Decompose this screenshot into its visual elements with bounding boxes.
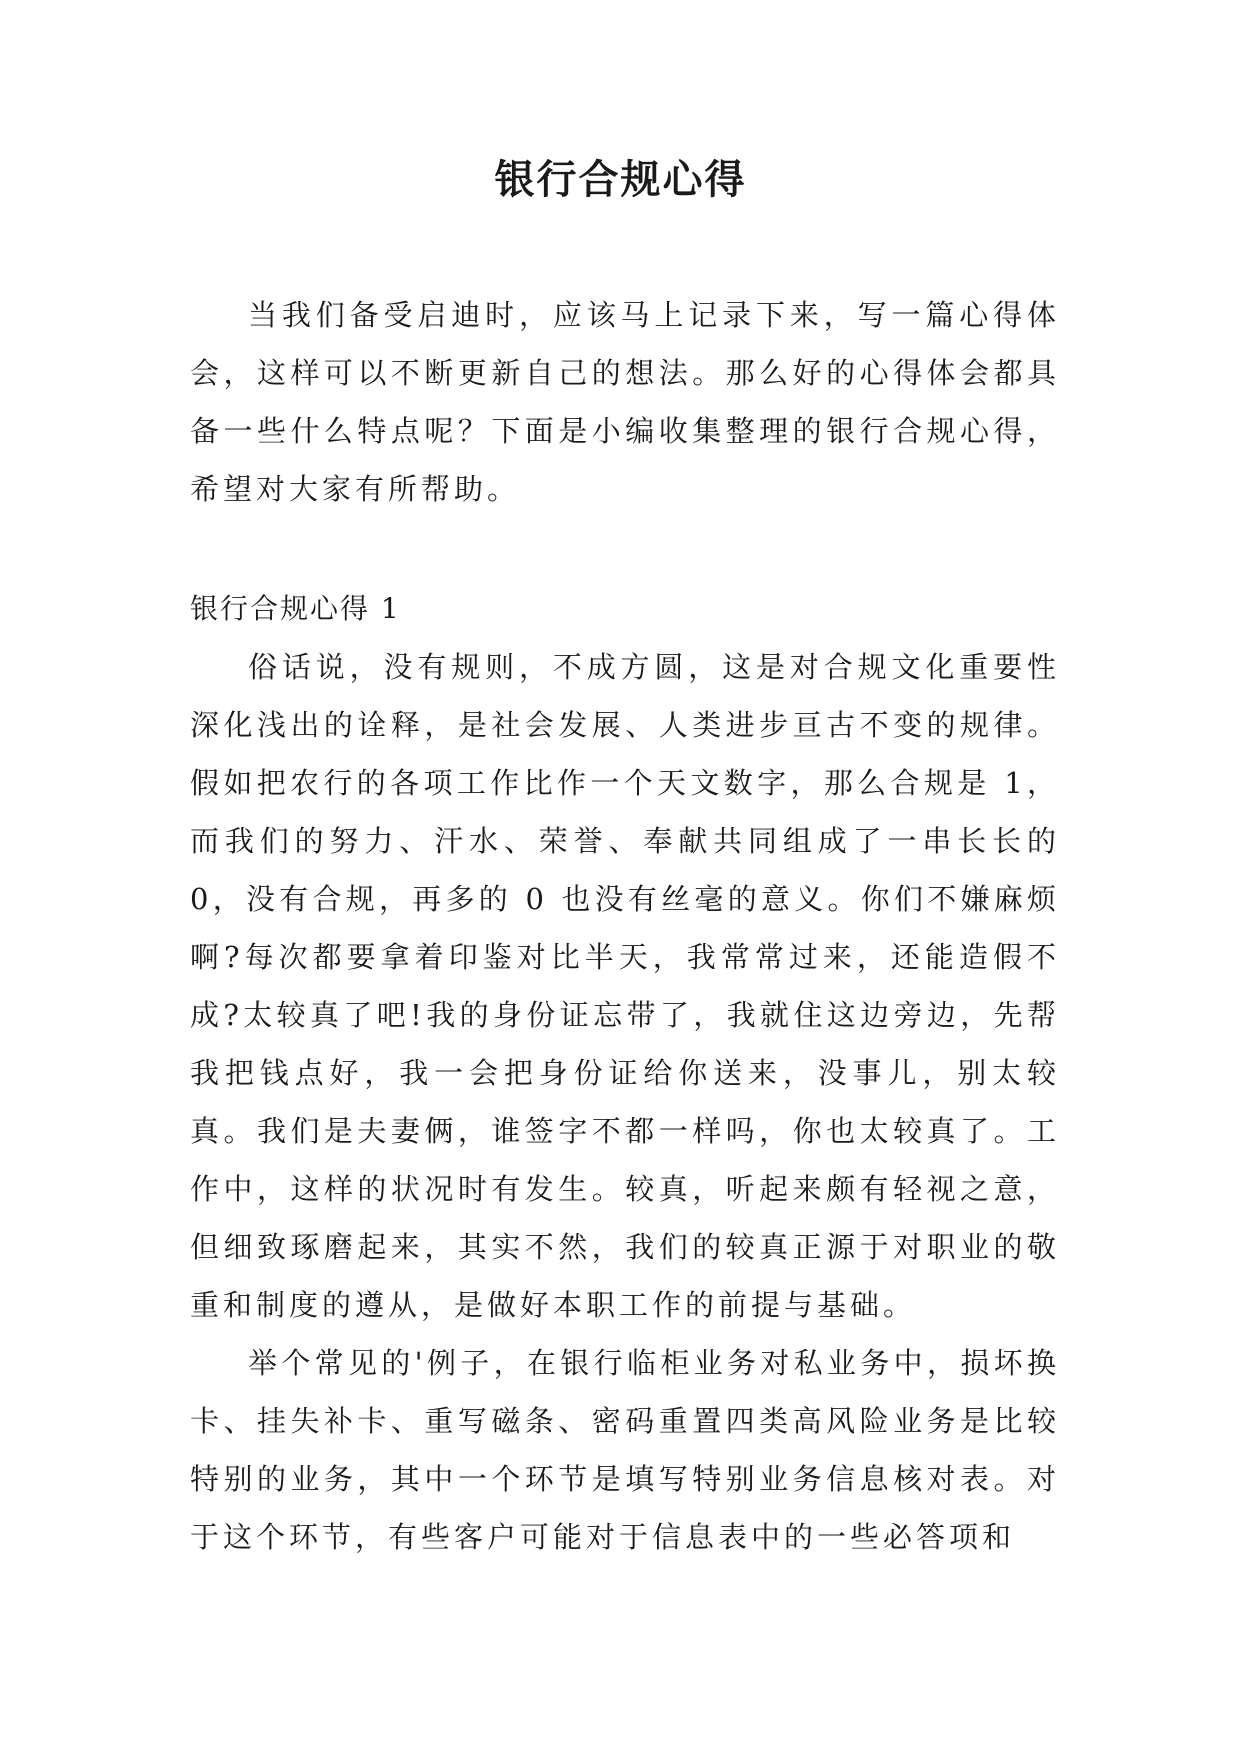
body-paragraph-1: 俗话说，没有规则，不成方圆，这是对合规文化重要性深化浅出的诠释，是社会发展、人类进步亘古不变的规律。假如把农行的各项工作比作一个天文数字，那么合规是 1，而我们的努力、汗水、荣誉、奉献共同组成了一串长长的 0，没有合规，再多的 0 也没有丝毫的意义。你们不嫌麻烦啊?每次都要拿着印鉴对比半天，我常常过来，还能造假不成?太较真了吧!我的身份证忘带了，我就住这边旁边，先帮我把钱点好，我一会把身份证给你送来，没事儿，别太较真。我们是夫妻俩，谁签字不都一样吗，你也太较真了。工作中，这样的状况时有发生。较真，听起来颇有轻视之意，但细致琢磨起来，其实不然，我们的较真正源于对职业的敬重和制度的遵从，是做好本职工作的前提与基础。	[190, 650, 1060, 1322]
intro-paragraph: 当我们备受启迪时，应该马上记录下来，写一篇心得体会，这样可以不断更新自己的想法。那么好的心得体会都具备一些什么特点呢？下面是小编收集整理的银行合规心得，希望对大家有所帮助。	[190, 298, 1060, 506]
body-paragraph-2: 举个常见的'例子，在银行临柜业务对私业务中，损坏换卡、挂失补卡、重写磁条、密码重置四类高风险业务是比较特别的业务，其中一个环节是填写特别业务信息核对表。对于这个环节，有些客户可能对于信息表中的一些必答项和	[190, 1346, 1060, 1554]
section-heading: 银行合规心得 1	[190, 592, 401, 625]
document-title: 银行合规心得	[494, 156, 747, 203]
document-body	[190, 286, 1060, 1566]
